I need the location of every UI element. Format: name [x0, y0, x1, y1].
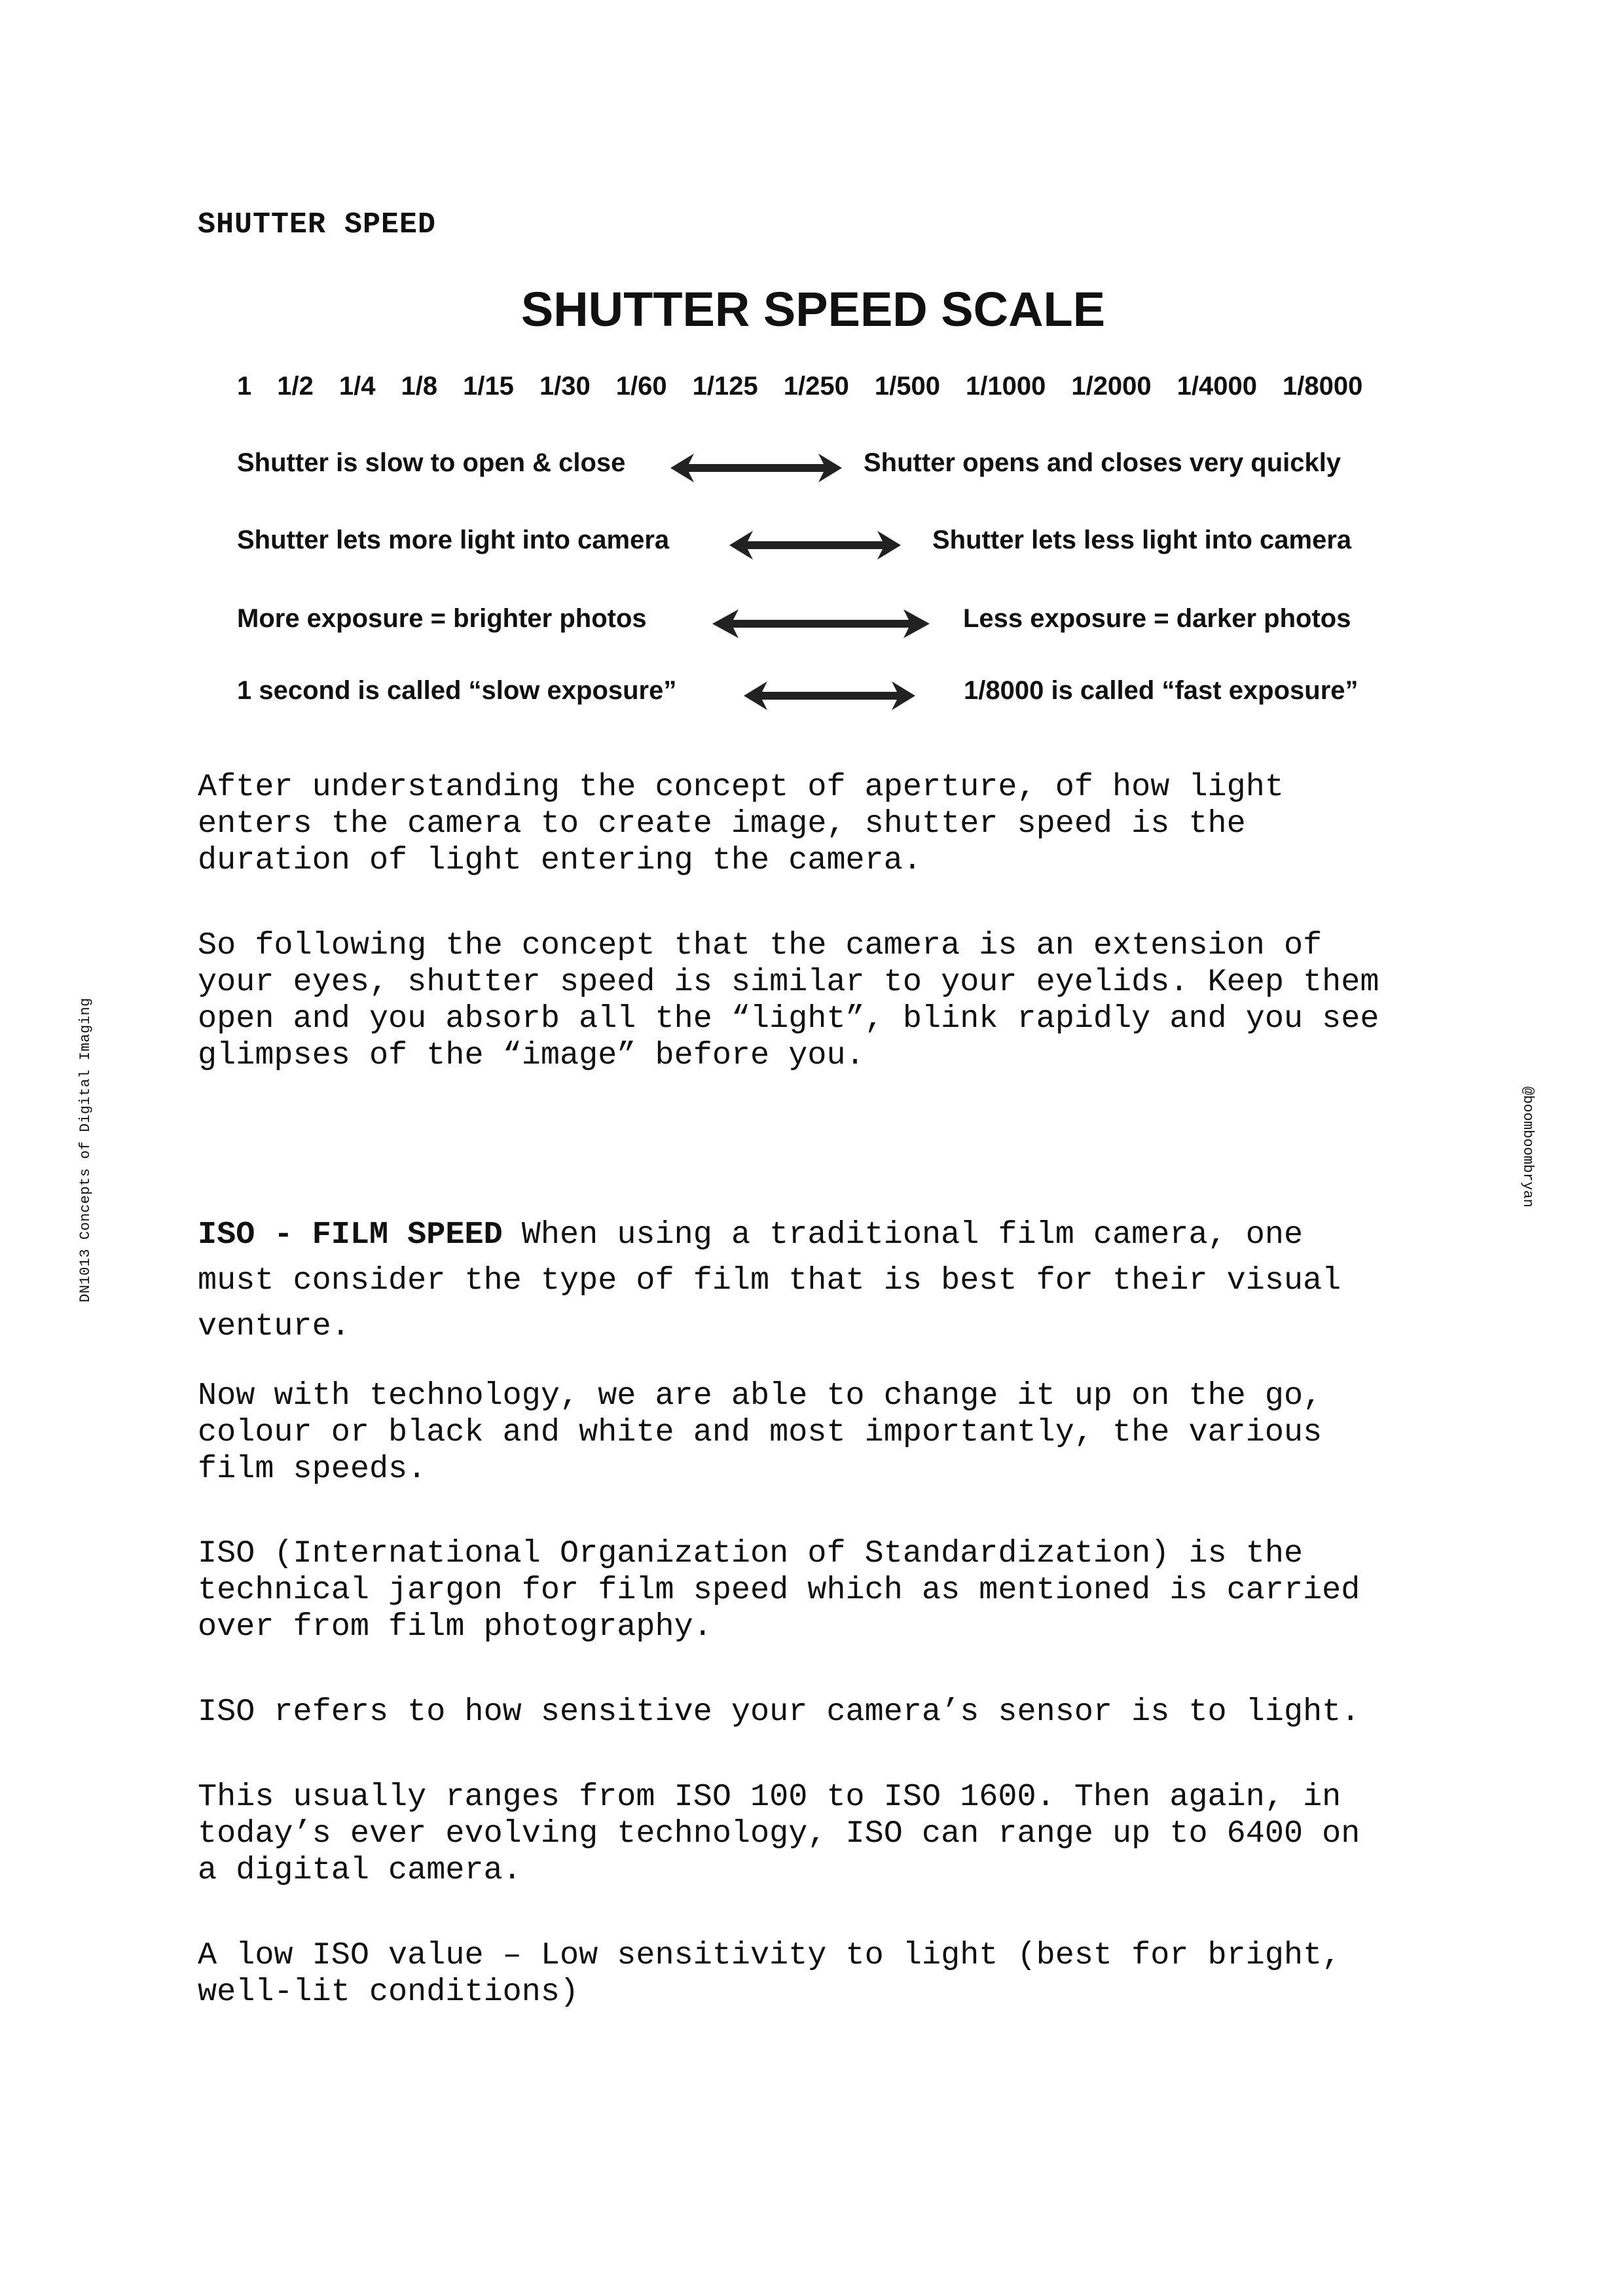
side-label-right: @boomboombryan	[1520, 1086, 1536, 1208]
double-arrow-icon	[741, 677, 918, 714]
scale-value: 1/125	[692, 372, 758, 401]
iso-intro-text: When using a traditional film camera, one must consider the type of film that is best for their visual venture.	[198, 1217, 1341, 1344]
scale-value: 1/30	[539, 372, 591, 401]
section-heading: SHUTTER SPEED	[198, 208, 437, 242]
iso-paragraph: ISO (International Organization of Standardization) is the technical jargon for film speed which as mentioned is carried over from film photography.	[198, 1535, 1360, 1645]
scale-value: 1/8000	[1283, 372, 1363, 401]
comparison-right: Shutter opens and closes very quickly	[864, 448, 1341, 477]
comparison-left: More exposure = brighter photos	[237, 604, 647, 633]
scale-value: 1/2000	[1071, 372, 1152, 401]
iso-paragraph: ISO refers to how sensitive your camera’s sensor is to light.	[198, 1694, 1360, 1730]
comparison-row	[237, 676, 1429, 715]
scale-value: 1/2	[277, 372, 314, 401]
comparison-row	[237, 604, 1429, 643]
iso-heading: ISO - FILM SPEED	[198, 1217, 503, 1253]
figure-title: SHUTTER SPEED SCALE	[520, 282, 1106, 336]
double-arrow-icon	[668, 450, 845, 486]
comparison-left: Shutter is slow to open & close	[237, 448, 626, 477]
iso-paragraph: Now with technology, we are able to change it up on the go, colour or black and white and most importantly, the various film speeds.	[198, 1378, 1322, 1487]
shutter-paragraph: So following the concept that the camera is an extension of your eyes, shutter speed is similar to your eyelids. Keep them open and you absorb all the “light”, blink rapidly and you see glimpses of the “image” before you.	[198, 927, 1379, 1073]
scale-value: 1/1000	[965, 372, 1046, 401]
scale-value: 1	[237, 372, 252, 401]
scale-value: 1/15	[463, 372, 514, 401]
comparison-right: Shutter lets less light into camera	[932, 526, 1352, 554]
scale-value: 1/4000	[1176, 372, 1258, 401]
double-arrow-icon	[710, 605, 932, 642]
comparison-right: 1/8000 is called “fast exposure”	[964, 676, 1359, 705]
iso-paragraph: This usually ranges from ISO 100 to ISO 1600. Then again, in today’s ever evolving technology, ISO can range up to 6400 on a digital camera.	[198, 1779, 1360, 1888]
iso-paragraph: A low ISO value – Low sensitivity to light (best for bright, well-lit conditions)	[198, 1937, 1341, 2010]
comparison-row	[237, 448, 1429, 488]
scale-value: 1/500	[874, 372, 940, 401]
iso-intro-paragraph	[198, 1212, 1442, 1350]
scale-value: 1/60	[615, 372, 667, 401]
comparison-left: Shutter lets more light into camera	[237, 526, 670, 554]
comparison-left: 1 second is called “slow exposure”	[237, 676, 677, 705]
scale-value: 1/250	[783, 372, 849, 401]
scale-value: 1/4	[338, 372, 376, 401]
comparison-row	[237, 526, 1429, 565]
comparison-right: Less exposure = darker photos	[963, 604, 1351, 633]
shutter-paragraph: After understanding the concept of aperture, of how light enters the camera to create image, shutter speed is the duration of light entering the camera.	[198, 769, 1284, 878]
double-arrow-icon	[727, 527, 903, 564]
shutter-speed-scale-figure	[198, 262, 1429, 733]
scale-values	[237, 372, 1448, 401]
scale-value: 1/8	[401, 372, 438, 401]
side-label-left: DN1013 Concepts of Digital Imaging	[77, 997, 94, 1302]
